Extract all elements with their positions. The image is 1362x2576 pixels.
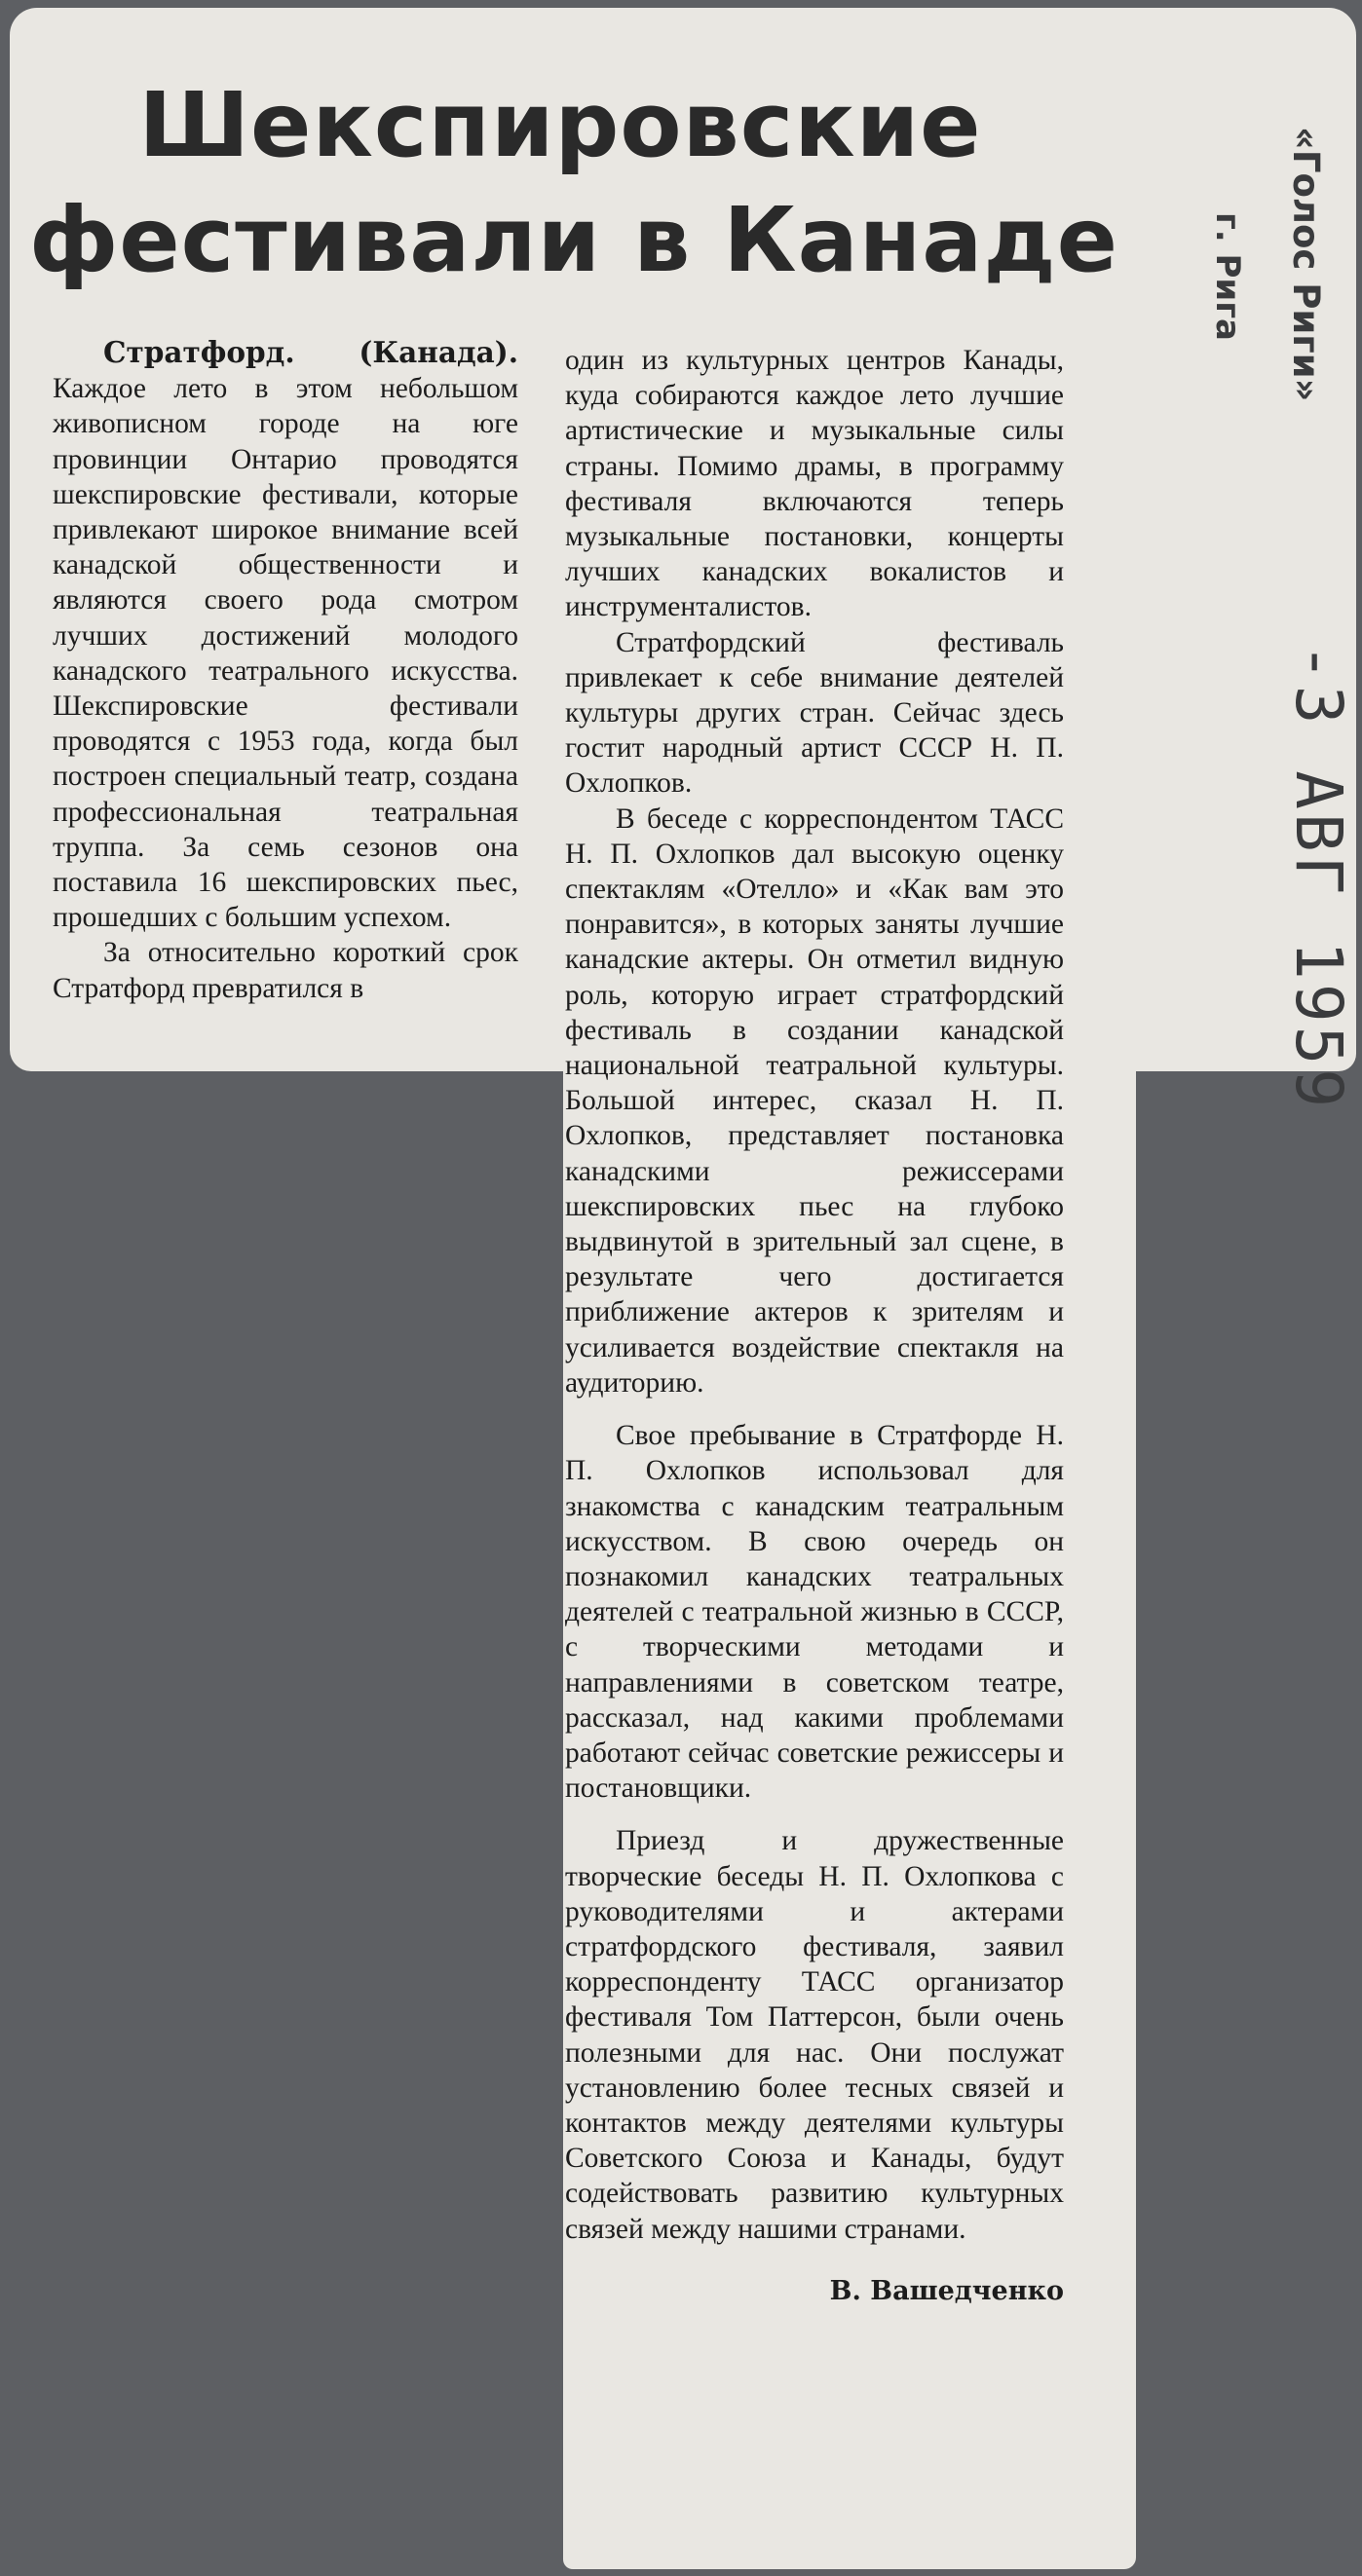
article-paragraph-text: Каждое лето в этом небольшом живописном городе на юге провинции Онтарио проводятся шекспировские фестивали, которые привлекают широкое внимание всей канадской общественности и являются своего рода смотром лучших достижений молодого канадского театрального искусства. Шекспировские фестивали проводятся с 1953 года, когда был построен специальный театр, создана профессиональная театральная труппа. За семь сезонов она поставила 16 шекспировских пьес, прошедших с большим успехом. [53, 373, 518, 934]
stamp-date: -3 АВГ 1959 [1281, 643, 1356, 1112]
article-paragraph: В беседе с корреспондентом ТАСС Н. П. Охлопков дал высокую оценку спектаклям «Отелло» и «Как вам это понравится», в которых заняты лучшие канадские актеры. Он отметил видную роль, которую играет стратфордский фестиваль в создании канадской национальной театральной культуры. Большой интерес, сказал Н. П. Охлопков, представляет постановка канадскими режиссерами шекспировских пьес на глубоко выдвинутой в зрительный зал сцене, в результате чего достигается приближение актеров к зрителям и усиливается воздействие спектакля на аудиторию. [565, 803, 1064, 1399]
headline [29, 68, 1119, 298]
article-paragraph: один из культурных центров Канады, куда собираются каждое лето лучшие артистические и музыкальные силы страны. Помимо драмы, в программу фестиваля включаются теперь музыкальные постановки, концерты лучших канадских вокалистов и инструменталистов. [565, 345, 1064, 623]
article-paragraph: Свое пребывание в Стратфорде Н. П. Охлопков использовал для знакомства с канадским театральным искусством. В свою очередь он познакомил канадских театральных деятелей с театральной жизнью в СССР, с творческими методами и направлениями в советском театре, рассказал, над какими проблемами работают сейчас советские режиссеры и постановщики. [565, 1420, 1064, 1805]
article-dateline: Стратфорд. (Канада). [103, 335, 518, 369]
article-paragraph: Стратфордский фестиваль привлекает к себе внимание деятелей культуры других стран. Сейчас здесь гостит народный артист СССР Н. П. Охлопков. [565, 626, 1064, 800]
article-column-2 [565, 343, 1064, 2309]
article-paragraph: За относительно короткий срок Стратфорд превратился в [53, 937, 518, 1004]
stamp-city: г. Рига [1208, 212, 1247, 341]
headline-line-1: Шекспировские [138, 73, 982, 177]
article-signature: В. Вашедченко [829, 2275, 1064, 2306]
article-column-1 [53, 335, 518, 1006]
article-paragraph [53, 335, 518, 935]
article-paragraph: Приезд и дружественные творческие беседы Н. П. Охлопкова с руководителями и актерами стратфордского фестиваля, заявил корреспонденту ТАСС организатор фестиваля Том Паттерсон, были очень полезными для нас. Они послужат установлению более тесных связей и контактов между деятелями культуры Советского Союза и Канады, будут содействовать развитию культурных связей между нашими странами. [565, 1825, 1064, 2245]
headline-line-2: фестивали в Канаде [29, 188, 1119, 292]
stamp-source: «Голос Риги» [1285, 127, 1327, 402]
